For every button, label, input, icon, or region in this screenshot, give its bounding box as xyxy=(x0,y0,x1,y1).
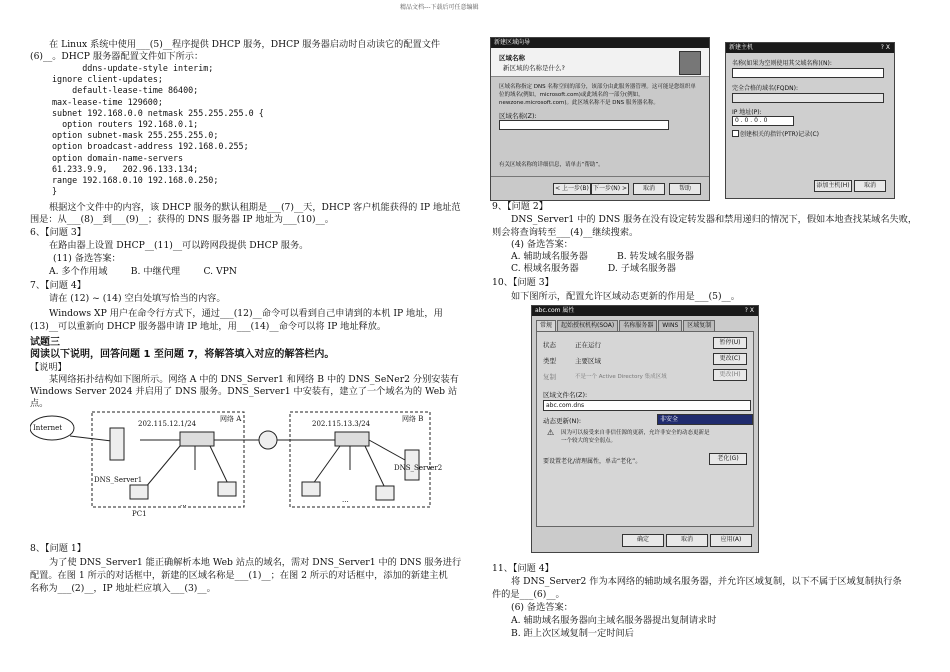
q8-line-2: 配置。在图 1 所示的对话框中，新建的区域名称是___(1)__；在图 2 所示的对话框中，添加的新建主机 xyxy=(30,570,448,581)
new-host-title: 新建主机 xyxy=(729,44,754,51)
pc1-icon xyxy=(130,485,148,499)
q7-title: 7、【问题 4】 xyxy=(30,280,86,291)
config-line: max-lease-time 129600; xyxy=(52,96,163,107)
dns-server2-label: DNS_Server2 xyxy=(394,464,443,472)
config-line: option domain-name-servers xyxy=(52,152,184,163)
q9-options-2: C. 根域名服务器 D. 子域名服务器 xyxy=(511,263,676,274)
q8-title: 8、【问题 1】 xyxy=(30,543,86,554)
config-line: 61.233.9.9, 202.96.133.134; xyxy=(52,163,199,174)
switch-b-icon xyxy=(335,432,369,446)
ellipsis-b: ... xyxy=(342,496,349,504)
host-name-input[interactable] xyxy=(732,68,884,78)
status-value: 正在运行 xyxy=(575,341,601,349)
q7-line-2: Windows XP 用户在命令行方式下，通过___(12)__命令可以看到自己申请到的本机 IP 地址，用 xyxy=(49,308,443,319)
q8-line-3: 名称为___(2)__，IP 地址栏应填入___(3)__。 xyxy=(30,583,216,594)
new-host-titlebar xyxy=(726,43,894,53)
pc-b2-icon xyxy=(376,486,394,500)
wizard-titlebar: 新建区域向导 xyxy=(491,38,709,48)
tab-4[interactable]: 区域复制 xyxy=(683,320,715,331)
aging-button[interactable]: 老化(G) xyxy=(709,453,747,465)
wizard-heading: 区域名称 xyxy=(499,54,525,62)
config-line: range 192.168.0.10 192.168.0.250; xyxy=(52,175,219,185)
explain-title: 【说明】 xyxy=(30,362,67,373)
wizard-help-text: 有关区域名称的详细信息，请单击“帮助”。 xyxy=(499,162,604,168)
wizard-help-button[interactable]: 帮助 xyxy=(669,183,701,195)
zone-props-tabs xyxy=(536,320,716,331)
q6-options-title: (11) 备选答案： xyxy=(53,253,121,264)
zone-properties-screenshot xyxy=(531,305,759,553)
explain-line-2: Windows Server 2024 并启用了 DNS 服务。DNS_Server1 中安装有，建立了一个域名为的 Web 站 xyxy=(30,386,458,397)
explain-line-1: 某网络拓扑结构如下图所示。网络 A 中的 DNS_Server1 和网络 B 中的 DNS_SeNer2 分别安装有 xyxy=(49,374,459,385)
section-title: 试题三 xyxy=(30,337,60,348)
network-svg xyxy=(30,410,460,535)
type-value: 主要区域 xyxy=(575,357,601,365)
ip-address-input[interactable]: 0 . 0 . 0 . 0 xyxy=(732,116,794,126)
zone-props-title: abc.com 属性 xyxy=(535,307,575,314)
aging-hint: 要设置老化/清理属性，单击“老化”。 xyxy=(543,458,642,465)
wizard-subheading: 新区域的名称是什么? xyxy=(503,64,565,72)
zone-props-titlebar xyxy=(532,306,758,316)
switch-a-icon xyxy=(180,432,214,446)
pc-b1-icon xyxy=(302,482,320,496)
pause-button[interactable]: 暂停(U) xyxy=(713,337,747,349)
warning-line-1: 因为可以接受来自非信任源的更新，允许非安全的动态更新是 xyxy=(561,430,710,436)
q11-options-title: (6) 备选答案： xyxy=(511,602,573,613)
pc-a2-icon xyxy=(218,482,236,496)
zone-props-close-icon[interactable]: ? X xyxy=(744,307,754,314)
wizard-next-button[interactable]: 下一步(N) > xyxy=(591,183,629,195)
config-line: subnet 192.168.0.0 netmask 255.255.255.0 { xyxy=(52,107,264,118)
q11-title: 11、【问题 4】 xyxy=(492,563,554,574)
change-replication-button[interactable]: 更改(H) xyxy=(713,369,747,381)
new-zone-wizard-screenshot xyxy=(490,37,710,201)
q8-line-1: 为了使 DNS_Server1 能正确解析本地 Web 站点的域名，需对 DNS_Server1 中的 DNS 服务进行 xyxy=(49,557,462,568)
intro-line-1: 在 Linux 系统中使用___(5)__程序提供 DHCP 服务，DHCP 服务器启动时自动读它的配置文件 xyxy=(49,39,441,50)
type-label: 类型 xyxy=(543,357,556,365)
q11-option-b: B. 距上次区域复制一定时间后 xyxy=(511,628,634,639)
dns-server1-label: DNS_Server1 xyxy=(94,476,143,484)
lease-para-1: 根据这个文件中的内容，该 DHCP 服务的默认租期是___(7)__天，DHCP 客户机能获得的 IP 地址范 xyxy=(49,202,461,213)
zone-file-input[interactable]: abc.com.dns xyxy=(543,400,751,411)
config-line: option routers 192.168.0.1; xyxy=(52,119,199,129)
status-label: 状态 xyxy=(543,341,556,349)
add-host-button[interactable]: 添加主机(H) xyxy=(814,180,852,192)
dns-server1-icon xyxy=(110,428,124,460)
q6-text: 在路由器上设置 DHCP__(11)__可以跨网段提供 DHCP 服务。 xyxy=(49,240,309,251)
ptr-label: 创建相关的指针(PTR)记录(C) xyxy=(740,131,820,138)
q9-line-2: 则会将查询转至___(4)__继续搜索。 xyxy=(492,227,639,238)
q11-option-a: A. 辅助域名服务器向主域名服务器提出复制请求时 xyxy=(511,615,717,626)
ptr-checkbox[interactable] xyxy=(732,130,739,137)
config-line: default-lease-time 86400; xyxy=(52,85,199,96)
q6-title: 6、【问题 3】 xyxy=(30,227,86,238)
network-a-label: 网络 A xyxy=(220,415,242,423)
cancel-button[interactable]: 取消 xyxy=(666,534,708,547)
new-host-close-icon[interactable]: ? X xyxy=(880,44,890,51)
q9-options-title: (4) 备选答案： xyxy=(511,239,573,250)
host-name-label: 名称(如果为空则使用其父域名称)(N): xyxy=(732,60,832,67)
warning-line-2: 一个较大的安全弱点。 xyxy=(561,438,617,444)
pc1-label: PC1 xyxy=(132,510,147,518)
page-header: 精品文档---下载后可任意编辑 xyxy=(400,4,479,11)
fqdn-field xyxy=(732,93,884,103)
ip-b-label: 202.115.13.3/24 xyxy=(312,420,371,428)
wizard-desc-3: newzone.microsoft.com)。此区域名称不是 DNS 服务器名称。 xyxy=(499,100,659,106)
config-line: ddns-update-style interim; xyxy=(52,63,214,73)
internet-label: Internet xyxy=(33,424,63,432)
config-line: ignore client-updates; xyxy=(52,74,163,85)
wizard-desc-1: 区域名称指定 DNS 名称空间的部分，该部分由此服务器管理。这可能是您组织单 xyxy=(499,84,696,90)
q9-options-1: A. 辅助域名服务器 B. 转发域名服务器 xyxy=(511,251,694,262)
q10-line: 如下图所示，配置允许区域动态更新的作用是___(5)__。 xyxy=(511,291,740,302)
zone-name-input[interactable] xyxy=(499,120,669,130)
q10-title: 10、【问题 3】 xyxy=(492,277,554,288)
q7-text: 请在 (12) ~ (14) 空白处填写恰当的内容。 xyxy=(49,293,226,304)
apply-button[interactable]: 应用(A) xyxy=(710,534,752,547)
config-line: option subnet-mask 255.255.255.0; xyxy=(52,130,219,141)
fqdn-label: 完全合格的域名(FQDN): xyxy=(732,85,798,92)
section-instruction: 阅读以下说明，回答问题 1 至问题 7，将解答填入对应的解答栏内。 xyxy=(30,349,335,360)
new-host-cancel-button[interactable]: 取消 xyxy=(854,180,886,192)
zone-file-label: 区域文件名(Z): xyxy=(543,391,588,399)
wizard-server-icon xyxy=(679,51,701,75)
q11-line-2: 件的是___(6)__。 xyxy=(492,589,565,600)
network-b-label: 网络 B xyxy=(402,415,424,423)
tab-2[interactable]: 名称服务器 xyxy=(619,320,657,331)
tab-3[interactable]: WINS xyxy=(658,320,682,331)
ip-address-label: IP 地址(P): xyxy=(732,109,762,116)
lease-para-2: 围是：从___(8)__到___(9)__；获得的 DNS 服务器 IP 地址为___(10)__。 xyxy=(30,214,334,225)
replication-value: 不是一个 Active Directory 集成区域 xyxy=(575,374,667,380)
q9-line-1: DNS_Server1 中的 DNS 服务在没有设定转发器和禁用递归的情况下，假如本地查找某域名失败， xyxy=(511,214,918,225)
q9-title: 9、【问题 2】 xyxy=(492,201,548,212)
wizard-cancel-button[interactable]: 取消 xyxy=(633,183,665,195)
router-icon xyxy=(259,431,277,449)
dynamic-update-label: 动态更新(N): xyxy=(543,417,582,425)
ok-button[interactable]: 确定 xyxy=(622,534,664,547)
intro-line-2: (6)__。DHCP 服务器配置文件如下所示： xyxy=(30,51,204,62)
change-type-button[interactable]: 更改(C) xyxy=(713,353,747,365)
q6-options: A. 多个作用域 B. 中继代理 C. VPN xyxy=(49,266,237,277)
wizard-back-button[interactable]: < 上一步(B) xyxy=(553,183,591,195)
config-line: option broadcast-address 192.168.0.255; xyxy=(52,141,249,152)
warning-icon: ⚠ xyxy=(547,428,555,437)
zone-name-label: 区域名称(Z): xyxy=(499,112,537,120)
ellipsis-a: ... xyxy=(180,500,187,508)
config-line: } xyxy=(52,186,58,197)
dynamic-update-select[interactable]: 非安全 xyxy=(657,414,753,425)
tab-1[interactable]: 起始授权机构(SOA) xyxy=(557,320,618,331)
new-host-dialog-screenshot xyxy=(725,42,895,199)
q11-line-1: 将 DNS_Server2 作为本网络的辅助域名服务器，并允许区域复制，以下不属于区域复制执行条 xyxy=(511,576,902,587)
replication-label: 复制 xyxy=(543,373,556,381)
q7-line-3: (13)__可以重新向 DHCP 服务器申请 IP 地址，用___(14)__命令可以将 IP 地址释放。 xyxy=(30,321,387,332)
explain-line-3: 点。 xyxy=(30,398,49,409)
ip-a-label: 202.115.12.1/24 xyxy=(138,420,197,428)
network-topology-diagram xyxy=(30,410,460,535)
wizard-desc-2: 位的域名(例如，microsoft.com)或此域名的一部分(例如， xyxy=(499,92,644,98)
tab-0[interactable]: 常规 xyxy=(536,320,556,331)
